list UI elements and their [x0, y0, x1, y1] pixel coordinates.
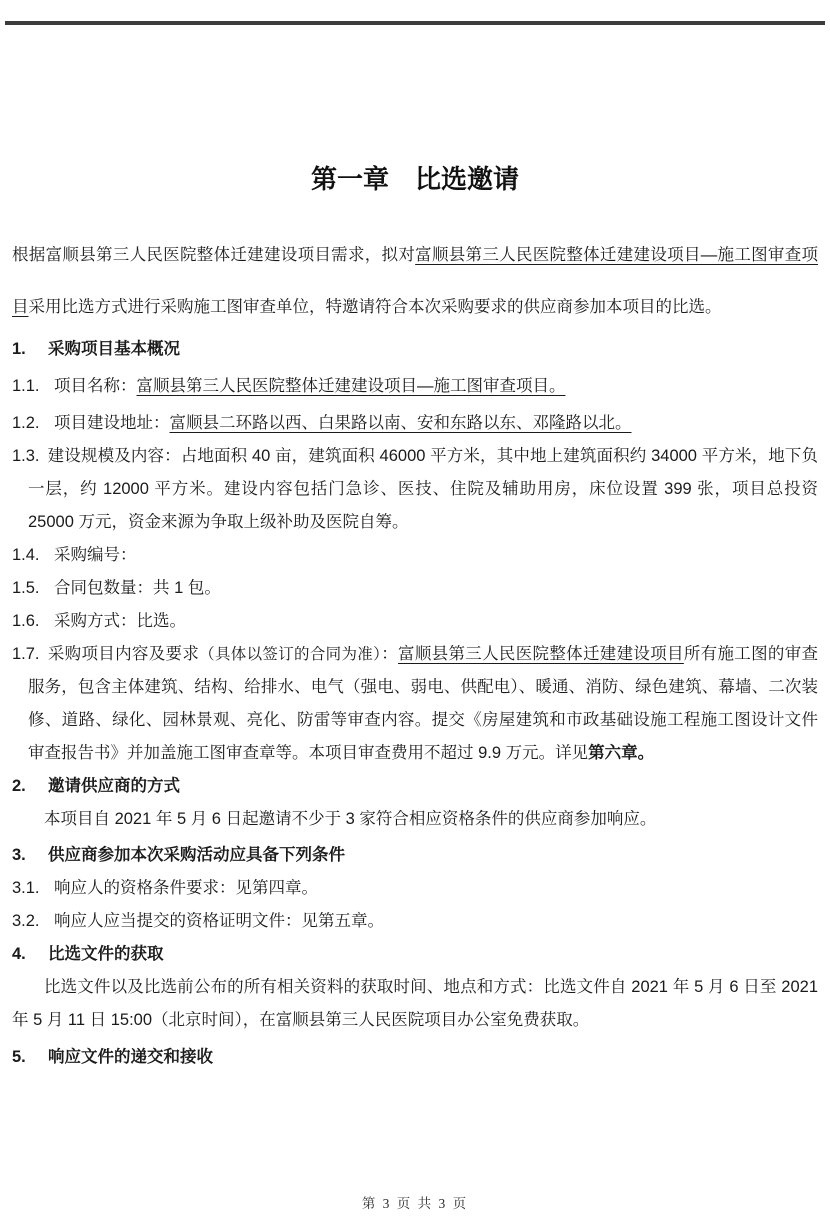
- item-1-5-number: 1.5.: [12, 579, 40, 597]
- item-1-6-number: 1.6.: [12, 612, 40, 630]
- item-1-4-text: 采购编号：: [54, 546, 137, 564]
- item-1-7-lead: 采购项目内容及要求: [47, 645, 200, 663]
- top-border-rule: [5, 21, 825, 25]
- section-5-number: 5.: [12, 1048, 26, 1066]
- section-3-title: 供应商参加本次采购活动应具备下列条件: [48, 846, 345, 864]
- item-1-4: [12, 539, 818, 572]
- item-3-1-number: 3.1.: [12, 879, 40, 897]
- item-1-7-number: 1.7.: [12, 645, 40, 663]
- item-1-3-text: 建设规模及内容：占地面积 40 亩，建筑面积 46000 平方米，其中地上建筑面积约 34000 平方米，地下负一层，约 12000 平方米。建设内容包括门急诊、医技、住院及辅助用房，床位设置 399 张，项目总投资 25000 万元，资金来源为争取上级补助及医院自筹。: [28, 447, 818, 531]
- item-3-2-number: 3.2.: [12, 912, 40, 930]
- section-2-heading: [12, 770, 818, 803]
- section-2-title: 邀请供应商的方式: [48, 777, 180, 795]
- item-1-1-label: 项目名称：: [54, 377, 137, 395]
- section-3-number: 3.: [12, 846, 26, 864]
- item-3-1: [12, 872, 818, 905]
- item-1-1-number: 1.1.: [12, 377, 40, 395]
- item-1-1-project-name-underlined: 富顺县第三人民医院整体迁建建设项目—施工图审查项目。: [136, 377, 566, 395]
- section-4-number: 4.: [12, 945, 26, 963]
- item-1-7-colon: ：: [381, 645, 399, 663]
- item-1-2: [12, 407, 818, 440]
- item-1-3-number: 1.3.: [12, 447, 40, 465]
- section-4-title: 比选文件的获取: [48, 945, 164, 963]
- item-1-7: [12, 638, 818, 770]
- item-1-6-text: 采购方式：比选。: [54, 612, 186, 630]
- section-5-title: 响应文件的递交和接收: [48, 1048, 213, 1066]
- section-4-body: 比选文件以及比选前公布的所有相关资料的获取时间、地点和方式：比选文件自 2021 年 5 月 6 日至 2021 年 5 月 11 日 15:00（北京时间），在富顺县第三人民医院项目办公室免费获取。: [12, 978, 818, 1029]
- item-1-2-address-underlined: 富顺县二环路以西、白果路以南、安和东路以东、邓隆路以北。: [169, 414, 632, 432]
- section-1-number: 1.: [12, 340, 26, 358]
- intro-project-name-underlined: 富顺县第三人民医院整体迁建建设项目—施工图审查项目: [12, 246, 819, 316]
- item-1-7-chapter-ref-bold: 第六章。: [588, 744, 655, 762]
- item-3-2: [12, 905, 818, 938]
- intro-text-pre: 根据富顺县第三人民医院整体迁建建设项目需求，拟对: [12, 246, 416, 264]
- intro-text-post: 采用比选方式进行采购施工图审查单位，特邀请符合本次采购要求的供应商参加本项目的比选。: [28, 298, 722, 316]
- item-3-1-text: 响应人的资格条件要求：见第四章。: [54, 879, 318, 897]
- item-1-7-parenthetical: （具体以签订的合同为准）: [199, 646, 382, 663]
- section-1-title: 采购项目基本概况: [48, 340, 180, 358]
- section-2-body: 本项目自 2021 年 5 月 6 日起邀请不少于 3 家符合相应资格条件的供应商参加响应。: [44, 810, 657, 828]
- section-3-heading: [12, 839, 818, 872]
- item-1-7-project-name-underlined: 富顺县第三人民医院整体迁建建设项目: [398, 645, 684, 663]
- chapter-title: 第一章 比选邀请: [310, 164, 519, 194]
- item-1-5-text: 合同包数量：共 1 包。: [54, 579, 221, 597]
- page-number-footer: 第 3 页 共 3 页: [361, 1196, 469, 1211]
- item-1-7-body: 所有施工图的审查服务，包含主体建筑、结构、给排水、电气（强电、弱电、供配电）、暖通、消防、绿色建筑、幕墙、二次装修、道路、绿化、园林景观、亮化、防雷等审查内容。提交《房屋建筑和市政基础设施工程施工图设计文件审查报告书》并加盖施工图审查章等。本项目审查费用不超过 9.9 万元。详见: [28, 645, 819, 762]
- item-1-6: [12, 605, 818, 638]
- item-1-5: [12, 572, 818, 605]
- item-3-2-text: 响应人应当提交的资格证明文件：见第五章。: [54, 912, 384, 930]
- item-1-2-label: 项目建设地址：: [54, 414, 170, 432]
- section-4-heading: [12, 938, 818, 971]
- section-1-heading: [12, 333, 818, 366]
- item-1-2-number: 1.2.: [12, 414, 40, 432]
- item-1-4-number: 1.4.: [12, 546, 40, 564]
- item-1-1: [12, 370, 818, 403]
- section-2-number: 2.: [12, 777, 26, 795]
- intro-paragraph: [12, 229, 818, 333]
- item-1-3: [12, 440, 818, 539]
- section-5-heading: [12, 1041, 818, 1074]
